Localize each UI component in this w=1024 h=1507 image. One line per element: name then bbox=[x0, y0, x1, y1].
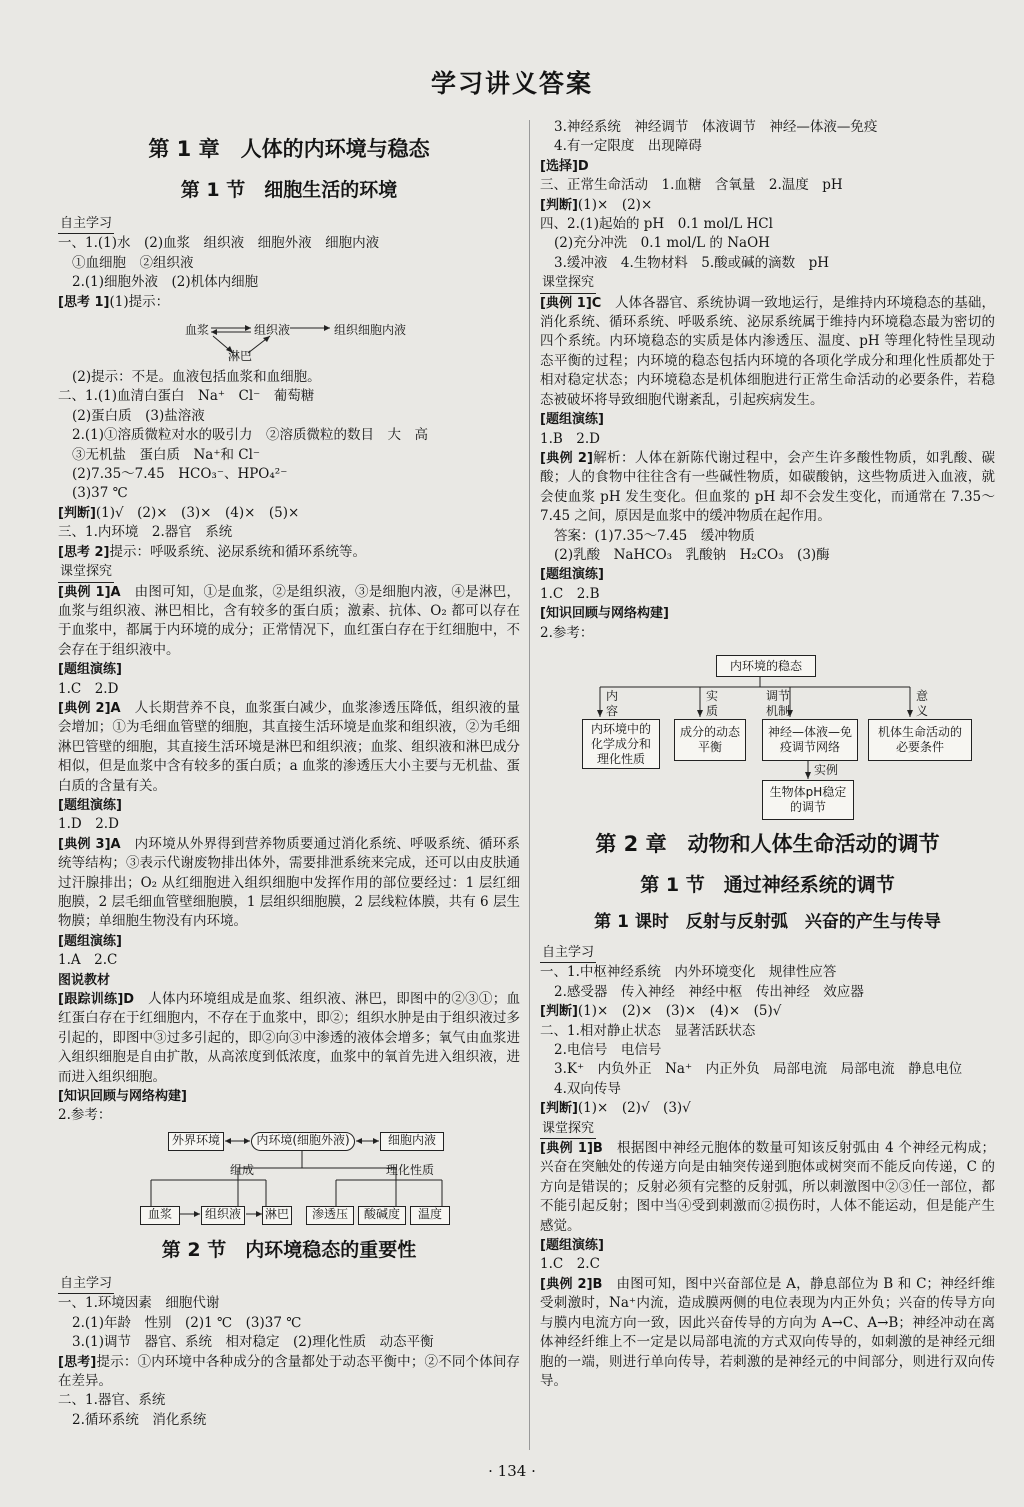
answer-line: 三、正常生命活动 1.血糖 含氧量 2.温度 pH bbox=[540, 177, 843, 194]
answer-line: 1.C 2.B bbox=[540, 585, 600, 602]
tissue-fluid-node: 组织液 bbox=[254, 323, 291, 338]
left-column bbox=[58, 118, 520, 1430]
example-tag: [典例 2]A bbox=[58, 700, 121, 716]
answer-line: 二、1.器官、系统 bbox=[58, 1392, 166, 1409]
example-text: 由图可知，图中兴奋部位是 A，静息部位为 B 和 C；神经纤维受刺激时，Na⁺内流，造成膜两侧的电位表现为内正外负；兴奋的传导方向与膜内电流方向一致，因此兴奋传导的方向为 A→C、A→B；神经冲动在离体神经纤维上不一定是以局部电流的方式双向传导的，如刺激的是神经元细胞的一端，则进行单向传导，若刺激的是神经元的中间部分，则进行双向传导。 bbox=[540, 1275, 995, 1389]
chapter-2-title: 第 2 章 动物和人体生命活动的调节 bbox=[595, 831, 940, 856]
answer-line: ①血细胞 ②组织液 bbox=[72, 254, 194, 271]
class-inquiry-label: 课堂探究 bbox=[540, 1119, 596, 1139]
fluid-relation-diagram bbox=[58, 316, 520, 364]
think-text: (1)提示： bbox=[109, 293, 170, 310]
significance-box: 机体生命活动的必要条件 bbox=[868, 719, 972, 761]
content-box: 内环境中的化学成分和理化性质 bbox=[582, 719, 660, 769]
example-tag: [典例 2] bbox=[540, 450, 593, 466]
answer-line: 二、1.(1)血清白蛋白 Na⁺ Cl⁻ 葡萄糖 bbox=[58, 388, 315, 405]
answer-line: 一、1.中枢神经系统 内外环境变化 规律性应答 bbox=[540, 964, 837, 981]
section-1-title: 第 1 节 细胞生活的环境 bbox=[180, 179, 398, 201]
lymph-node: 淋巴 bbox=[228, 349, 253, 364]
judge-tag: [判断] bbox=[58, 505, 96, 521]
answer-line: (2)7.35～7.45 HCO₃⁻、HPO₄²⁻ bbox=[72, 466, 288, 483]
answer-line: 3.缓冲液 4.生物材料 5.酸或碱的滴数 pH bbox=[554, 254, 830, 271]
answer-line: 3.(1)调节 器官、系统 相对稳定 (2)理化性质 动态平衡 bbox=[72, 1334, 434, 1351]
exercise-group-label: [题组演练] bbox=[540, 1238, 604, 1254]
judge-text: (1)× (2)× bbox=[577, 196, 653, 213]
exercise-group-label: [题组演练] bbox=[58, 797, 122, 813]
think-tag: [思考] bbox=[58, 1354, 97, 1370]
self-study-label: 自主学习 bbox=[58, 1274, 114, 1294]
example-text: 解析：人体在新陈代谢过程中，会产生许多酸性物质，如乳酸、碳酸；人的食物中往往含有一些碱性物质，如碳酸钠，这些物质进入血液，就会使血浆 pH 发生变化。但血浆的 pH 却不会发生变化，而通常在 7.35～7.45 之间，原因是血浆中的缓冲物质在起作用。 bbox=[540, 449, 995, 525]
follow-up-tag: [跟踪训练]D bbox=[58, 992, 135, 1008]
answer-line: 四、2.(1)起始的 pH 0.1 mol/L HCl bbox=[540, 216, 773, 233]
answer-line: 2.感受器 传入神经 神经中枢 传出神经 效应器 bbox=[554, 983, 864, 1000]
think-tag: [思考 1] bbox=[58, 294, 110, 310]
answer-line: 2.电信号 电信号 bbox=[554, 1042, 662, 1058]
answer-line: 3.神经系统 神经调节 体液调节 神经—体液—免疫 bbox=[554, 119, 878, 135]
judge-tag: [判断] bbox=[540, 1101, 578, 1117]
section-2-title: 第 2 节 内环境稳态的重要性 bbox=[161, 1238, 417, 1261]
example-text: 内环境从外界得到营养物质要通过消化系统、呼吸系统、循环系统等结构；③表示代谢废物排出体外，需要排泄系统来完成，还可以由皮肤通过汗腺排出；O₂ 从红细胞进入组织细胞中发挥作用的部位要经过：1 层红细胞膜，2 层毛细血管壁细胞膜，1 层组织细胞膜，2 层线粒体膜，共有 6 层生物膜；单细胞生物没有内环境。 bbox=[58, 835, 521, 930]
internal-environment-box: 内环境(细胞外液) bbox=[251, 1132, 355, 1151]
right-column bbox=[540, 118, 995, 1391]
answer-line: (3)37 ℃ bbox=[72, 485, 128, 502]
page-title: 学习讲义答案 bbox=[430, 69, 593, 98]
follow-up-text: 人体内环境组成是血浆、组织液、淋巴，即图中的②③①；血红蛋白存在于红细胞内，不存在于血浆中，即②；组织水肿是由于组织液过多引起的，即图中③过多引起的，即②向③中渗透的液体会增多；氧气由血浆进入组织细胞是自由扩散，从高浓度到低浓度，血浆中的氧首先进入组织液，进而进入组织细胞。 bbox=[58, 991, 520, 1085]
exercise-group-label: [题组演练] bbox=[58, 933, 122, 949]
answer-line: (2)充分冲洗 0.1 mol/L 的 NaOH bbox=[554, 235, 770, 252]
exercise-group-label: [题组演练] bbox=[58, 662, 122, 678]
plasma-box: 血浆 bbox=[140, 1206, 180, 1225]
temperature-box: 温度 bbox=[410, 1206, 450, 1225]
intracellular-fluid-box: 细胞内液 bbox=[380, 1132, 444, 1151]
example-tag: [典例 1]C bbox=[540, 295, 602, 311]
answer-line: 2.循环系统 消化系统 bbox=[72, 1411, 207, 1428]
mechanism-label: 调节机制 bbox=[766, 688, 791, 718]
essence-box: 成分的动态平衡 bbox=[674, 719, 746, 761]
lesson-1-title: 第 1 课时 反射与反射弧 兴奋的产生与传导 bbox=[594, 911, 941, 932]
content-label: 内容 bbox=[606, 688, 619, 718]
choice-answer: D bbox=[577, 158, 589, 174]
answer-line: 2.(1)细胞外液 (2)机体内细胞 bbox=[72, 274, 259, 291]
judge-tag: [判断] bbox=[540, 197, 578, 213]
answer-line: 二、1.相对静止状态 显著活跃状态 bbox=[540, 1022, 756, 1039]
knowledge-review-label: [知识回顾与网络构建] bbox=[540, 606, 669, 622]
exercise-group-label: [题组演练] bbox=[540, 412, 604, 428]
answer-line: 一、1.(1)水 (2)血浆 组织液 细胞外液 细胞内液 bbox=[58, 235, 380, 252]
judge-text: (1)× (2)√ (3)√ bbox=[577, 1100, 691, 1117]
answer-line: 一、1.环境因素 细胞代谢 bbox=[58, 1295, 220, 1312]
answer-line: 三、1.内环境 2.器官 系统 bbox=[58, 524, 233, 541]
answer-line: (2)蛋白质 (3)盐溶液 bbox=[72, 407, 205, 424]
answer-line: 2.(1)①溶质微粒对水的吸引力 ②溶质微粒的数目 大 高 bbox=[72, 427, 429, 444]
internal-environment-diagram bbox=[58, 1130, 520, 1226]
lymph-box: 淋巴 bbox=[262, 1206, 292, 1225]
tissue-fluid-box: 组织液 bbox=[201, 1206, 245, 1225]
answer-line: 1.D 2.D bbox=[58, 816, 119, 833]
ph-regulation-box: 生物体pH稳定的调节 bbox=[762, 780, 854, 820]
answer-line: (2)提示：不是。血液包括血浆和血细胞。 bbox=[72, 369, 321, 386]
example-text: 根据图中神经元胞体的数量可知该反射弧由 4 个神经元构成；兴奋在突触处的传递方向是由轴突传递到胞体或树突而不能反向传递，C 的方向是错误的；反射必须有完整的反射弧，所以刺激图中②③任一部位，都不能引起反射；图中当④受到刺激而②损伤时，人体不能运动，但是能产生感觉。 bbox=[540, 1140, 995, 1234]
example-text: 人长期营养不良，血浆蛋白减少，血浆渗透压降低，组织液的量会增加；①为毛细血管壁的细胞，其直接生活环境是血浆和组织液，②为毛细淋巴管壁的细胞，其直接生活环境是淋巴和组织液；血浆、组织液和淋巴成分相似，但是血浆中含有较多的蛋白质；a 血浆的渗透压大小主要与无机盐、蛋白质的含量有关。 bbox=[58, 699, 521, 794]
answer-line: (2)乳酸 NaHCO₃ 乳酸钠 H₂CO₃ (3)酶 bbox=[554, 546, 830, 563]
think-text: 提示：①内环境中各种成分的含量都处于动态平衡中；②不同个体间存在差异。 bbox=[58, 1353, 521, 1389]
answer-line: 1.A 2.C bbox=[58, 952, 118, 969]
column-divider bbox=[529, 120, 530, 1450]
answer-line: 1.C 2.D bbox=[58, 680, 119, 697]
answer-line: ③无机盐 蛋白质 Na⁺和 Cl⁻ bbox=[72, 446, 261, 463]
judge-text: (1)√ (2)× (3)× (4)× (5)× bbox=[95, 504, 300, 521]
osmotic-pressure-box: 渗透压 bbox=[306, 1206, 354, 1225]
exercise-group-label: [题组演练] bbox=[540, 567, 604, 583]
reference-label: 2.参考： bbox=[58, 1107, 112, 1124]
acidity-box: 酸碱度 bbox=[358, 1206, 406, 1225]
self-study-label: 自主学习 bbox=[540, 943, 596, 963]
physchem-label: 理化性质 bbox=[386, 1162, 435, 1177]
class-inquiry-label: 课堂探究 bbox=[540, 273, 596, 293]
homeostasis-root-box: 内环境的稳态 bbox=[716, 655, 816, 677]
answer-line: 4.有一定限度 出现障碍 bbox=[554, 138, 702, 155]
example-tag: [典例 1]B bbox=[540, 1141, 603, 1157]
example-tag: [典例 3]A bbox=[58, 836, 121, 852]
judge-text: (1)× (2)× (3)× (4)× (5)√ bbox=[577, 1003, 782, 1020]
ch2-section-1-title: 第 1 节 通过神经系统的调节 bbox=[640, 873, 895, 896]
think-text: 提示：呼吸系统、泌尿系统和循环系统等。 bbox=[109, 543, 366, 560]
composition-label: 组成 bbox=[230, 1162, 255, 1177]
plasma-node: 血浆 bbox=[185, 323, 210, 338]
knowledge-review-label: [知识回顾与网络构建] bbox=[58, 1089, 187, 1105]
choice-tag: [选择] bbox=[540, 158, 578, 174]
example-tag: [典例 1]A bbox=[58, 584, 121, 600]
answer-line: 4.双向传导 bbox=[554, 1080, 621, 1097]
chapter-1-title: 第 1 章 人体的内环境与稳态 bbox=[148, 137, 430, 161]
think-tag: [思考 2] bbox=[58, 544, 110, 560]
significance-label: 意义 bbox=[916, 688, 929, 718]
self-study-label: 自主学习 bbox=[58, 214, 114, 234]
example-tag: [典例 2]B bbox=[540, 1276, 603, 1292]
example-label: 实例 bbox=[814, 762, 839, 777]
page-number: · 134 · bbox=[488, 1462, 536, 1480]
answer-line: 1.B 2.D bbox=[540, 430, 601, 447]
answer-line: 2.(1)年龄 性别 (2)1 ℃ (3)37 ℃ bbox=[72, 1314, 302, 1331]
homeostasis-diagram bbox=[540, 647, 995, 825]
intracellular-fluid-node: 组织细胞内液 bbox=[334, 323, 407, 338]
essence-label: 实质 bbox=[706, 688, 719, 718]
mechanism-box: 神经—体液—免疫调节网络 bbox=[762, 719, 858, 761]
outer-environment-box: 外界环境 bbox=[168, 1132, 224, 1151]
answer-line: 3.K⁺ 内负外正 Na⁺ 内正外负 局部电流 局部电流 静息电位 bbox=[554, 1061, 963, 1078]
answer-line: 1.C 2.C bbox=[540, 1256, 600, 1273]
reference-label: 2.参考： bbox=[540, 624, 594, 641]
figure-textbook-label: 图说教材 bbox=[58, 972, 111, 988]
example-text: 人体各器官、系统协调一致地运行，是维持内环境稳态的基础，消化系统、循环系统、呼吸系统、泌尿系统属于维持内环境稳态最为密切的四个系统。内环境稳态的实质是体内渗透压、温度、pH 等理化特性呈现动态平衡的过程；内环境的稳态包括内环境的各项化学成分和理化性质都处于相对稳定状态；内环境稳态是机体细胞进行正常生命活动的必要条件，若稳态被破坏将导致细胞代谢紊乱，引起疾病发生。 bbox=[540, 294, 996, 408]
class-inquiry-label: 课堂探究 bbox=[58, 562, 114, 582]
judge-tag: [判断] bbox=[540, 1004, 578, 1020]
example-text: 由图可知，①是血浆，②是组织液，③是细胞内液，④是淋巴，血浆与组织液、淋巴相比，含有较多的蛋白质；激素、抗体、O₂ 都可以存在于血浆中，都属于内环境的成分；正常情况下，血红蛋白存在于红细胞中，不会存在于组织液中。 bbox=[58, 583, 521, 658]
answer-line: 答案：(1)7.35～7.45 缓冲物质 bbox=[554, 527, 755, 544]
